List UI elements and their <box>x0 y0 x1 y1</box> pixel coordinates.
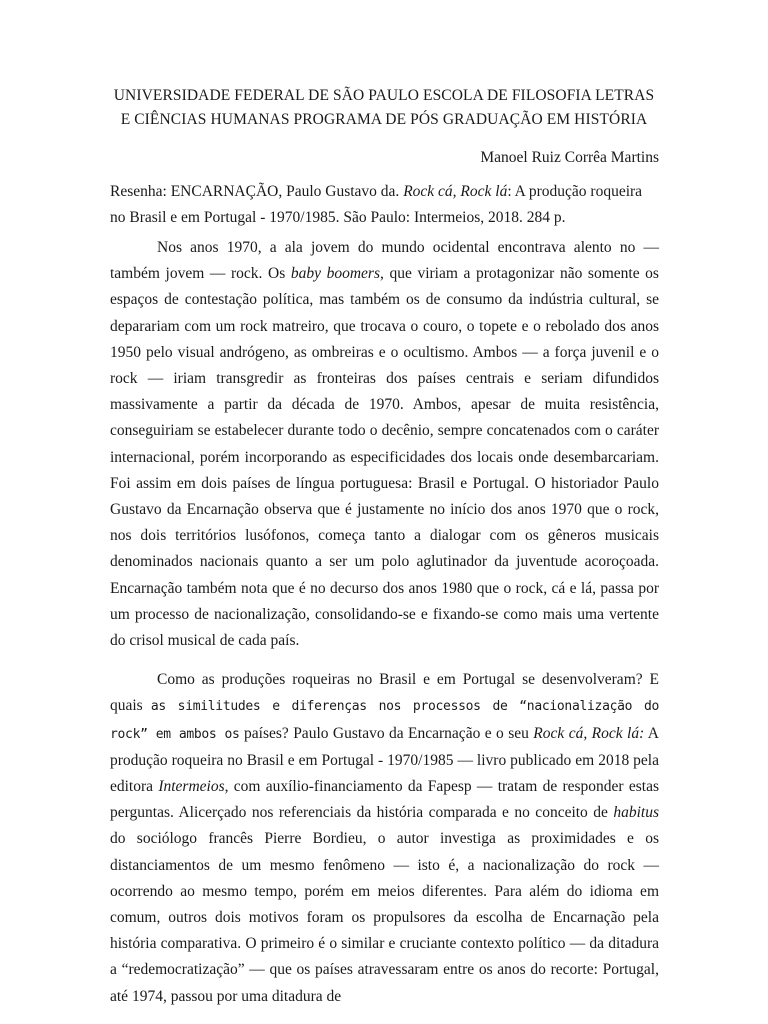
review-citation <box>110 179 659 231</box>
p2-text-4: , com auxílio-financiamento da Fapesp — tratam de responder estas perguntas. Alicerçado nos referenciais da história comparada e no conceito de <box>110 778 659 822</box>
p2-text-1: Como as produções roqueiras no Brasil e em Portugal se desenvolveram? E quais <box>110 671 659 715</box>
book-title: Rock cá, Rock lá <box>403 183 508 200</box>
paragraph-2 <box>110 667 659 1010</box>
p2-italic-1: Rock cá, Rock lá: <box>533 724 645 742</box>
institution-header <box>100 84 668 132</box>
p2-text-3: A produção roqueira no Brasil e em Portugal - 1970/1985 — livro publicado em 2018 pela editora <box>110 724 659 796</box>
author-name: Manoel Ruiz Corrêa Martins <box>480 149 659 166</box>
p1-text-2: , que viriam a protagonizar não somente os espaços de contestação política, mas também os de consumo da indústria cultural, se deparariam com um rock matreiro, que trocava o couro, o topete e o rebolado dos anos 1950 pelo visual andrógeno, as ombreiras e o ocultismo. Ambos — a força juvenil e o rock — iriam transgredir as fronteiras dos países centrais e seriam difundidos massivamente a partir da década de 1970. Ambos, apesar de muita resistência, conseguiriam se estabelecer durante todo o decênio, sempre concatenados com o caráter internacional, porém incorporando as especificidades dos locais onde desembarcariam. Foi assim em dois países de língua portuguesa: Brasil e Portugal. O historiador Paulo Gustavo da Encarnação observa que é justamente no início dos anos 1970 que o rock, nos dois territórios lusófonos, começa tanto a dialogar com os gêneros musicais denominados nacionais quanto a ser um polo aglutinador da juventude acoroçoada. Encarnação também nota que é no decurso dos anos 1980 que o rock, cá e lá, passa por um processo de nacionalização, consolidando-se e fixando-se como mais uma vertente do crisol musical de cada país. <box>110 265 659 650</box>
p2-mono-text: as similitudes e diferenças nos processos de “nacionalização do rock” em ambos os <box>110 699 659 742</box>
p1-text-1: Nos anos 1970, a ala jovem do mundo ocidental encontrava alento no — também jovem — rock. Os <box>110 239 659 283</box>
header-line-2: E CIÊNCIAS HUMANAS PROGRAMA DE PÓS GRADUAÇÃO EM HISTÓRIA <box>120 111 648 128</box>
review-prefix: Resenha: ENCARNAÇÃO, Paulo Gustavo da. <box>110 183 404 200</box>
p2-text-2: países? Paulo Gustavo da Encarnação e o seu <box>239 724 534 742</box>
header-line-1: UNIVERSIDADE FEDERAL DE SÃO PAULO ESCOLA DE FILOSOFIA LETRAS <box>113 87 655 104</box>
p2-italic-3: habitus <box>613 804 659 822</box>
paragraph-1 <box>110 235 659 654</box>
p2-text-5: do sociólogo francês Pierre Bordieu, o autor investiga as proximidades e os distanciamentos de um mesmo fenômeno — isto é, a nacionalização do rock — ocorrendo ao mesmo tempo, porém em meios diferentes. Para além do idioma em comum, outros dois motivos foram os propulsores da escolha de Encarnação pela história comparativa. O primeiro é o similar e cruciante contexto político — da ditadura a “redemocratização” — que os países atravessaram entre os anos do recorte: Portugal, até 1974, passou por uma ditadura de <box>110 830 659 1005</box>
body-text <box>110 235 659 1023</box>
p2-italic-2: Intermeios <box>158 778 225 796</box>
p1-italic-1: baby boomers <box>290 265 380 283</box>
review-suffix: : A produção roqueira no Brasil e em Portugal - 1970/1985. São Paulo: Intermeios, 2018. 284 p. <box>110 183 643 226</box>
